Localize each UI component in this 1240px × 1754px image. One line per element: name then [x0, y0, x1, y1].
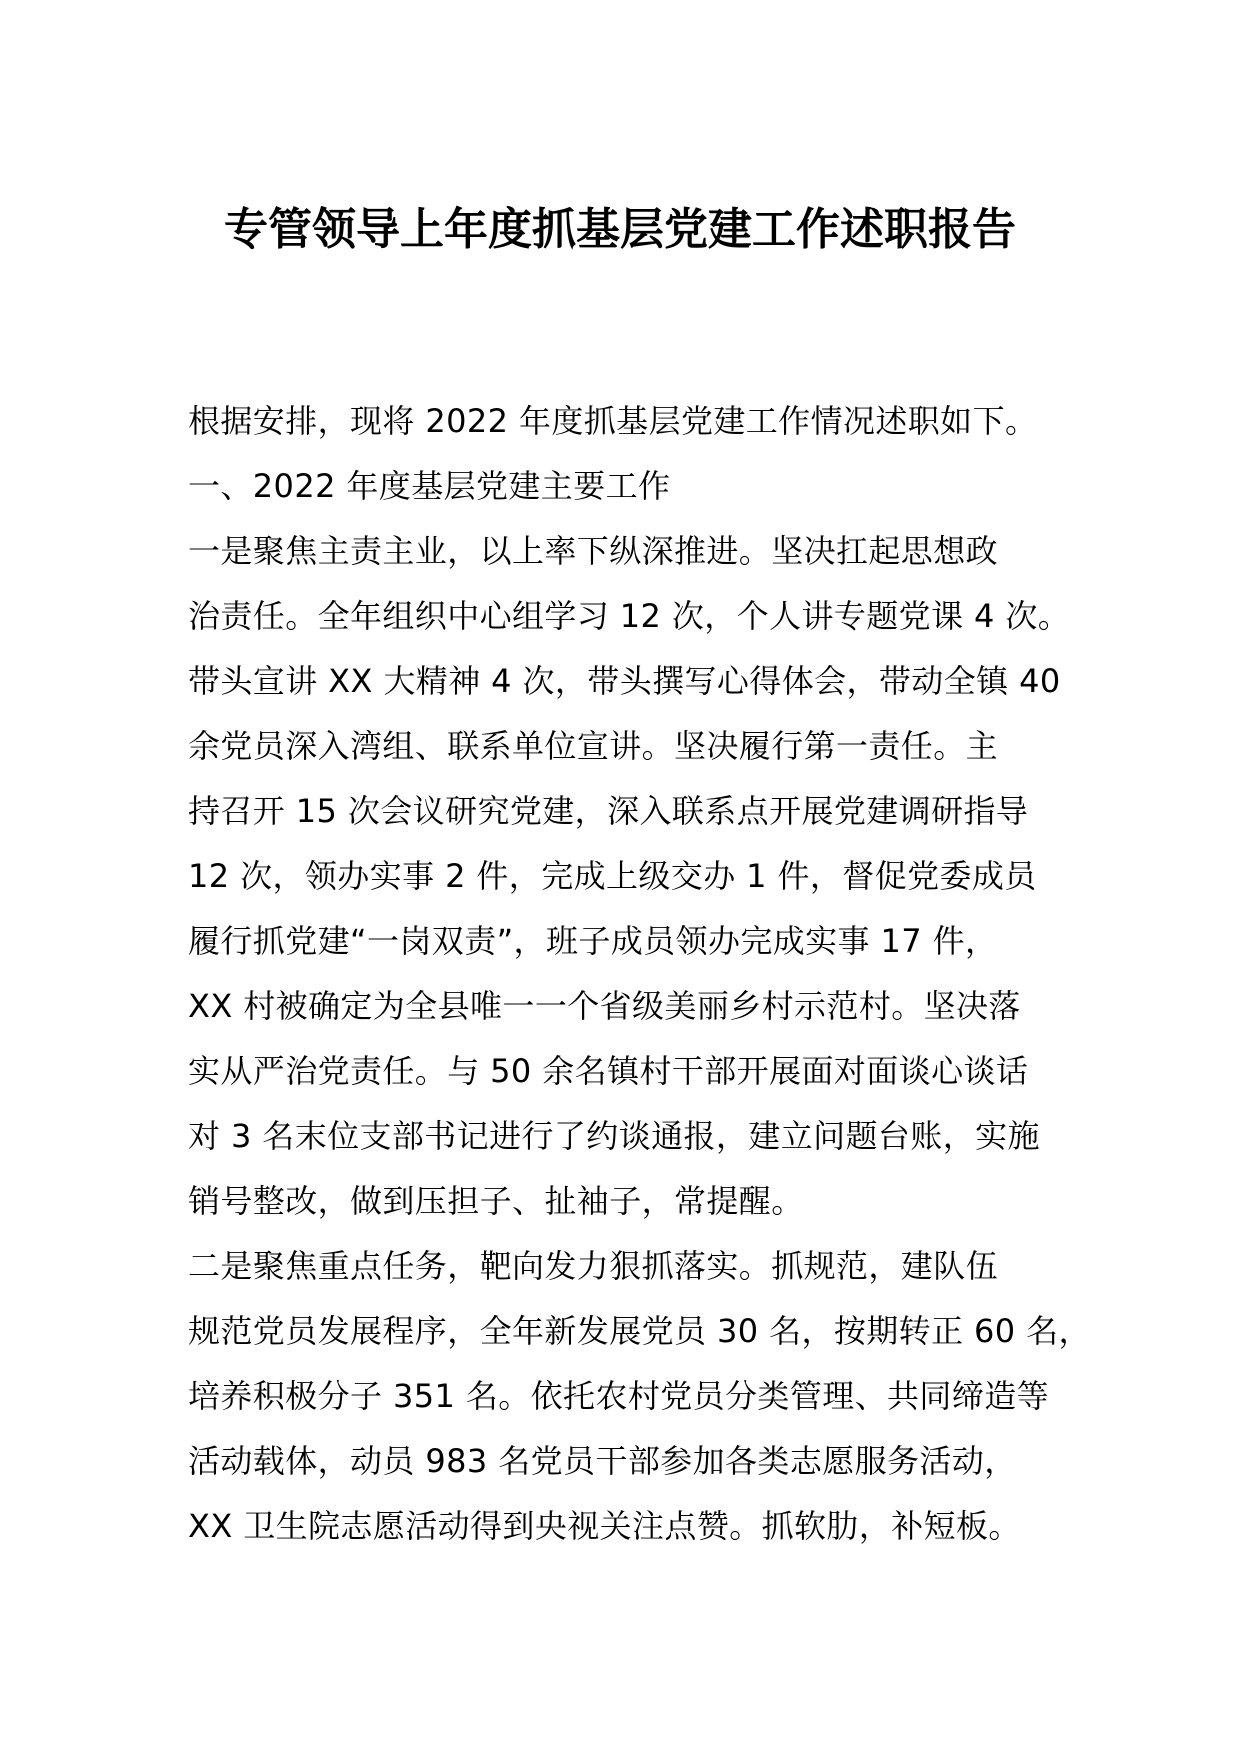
text-line: 规范党员发展程序，全年新发展党员 30 名，按期转正 60 名，	[188, 1312, 1091, 1350]
text-line: 余党员深入湾组、联系单位宣讲。坚决履行第一责任。主	[188, 727, 999, 765]
text-line: 活动载体，动员 983 名党员干部参加各类志愿服务活动，	[188, 1442, 1017, 1480]
text-line: 销号整改，做到压担子、扯袖子，常提醒。	[188, 1182, 804, 1220]
text-line: 治责任。全年组织中心组学习 12 次，个人讲专题党课 4 次。	[188, 597, 1071, 635]
text-line: XX 村被确定为全县唯一一个省级美丽乡村示范村。坚决落	[188, 987, 1021, 1025]
document-body	[188, 389, 1091, 1559]
text-line: XX 卫生院志愿活动得到央视关注点赞。抓软肋，补短板。	[188, 1507, 1021, 1545]
section-heading: 一、2022 年度基层党建主要工作	[188, 467, 671, 505]
text-line: 一是聚焦主责主业，以上率下纵深推进。坚决扛起思想政	[188, 532, 999, 570]
text-line: 12 次，领办实事 2 件，完成上级交办 1 件，督促党委成员	[188, 857, 1037, 895]
text-line: 二是聚焦重点任务，靶向发力狠抓落实。抓规范，建队伍	[188, 1247, 999, 1285]
text-line: 培养积极分子 351 名。依托农村党员分类管理、共同缔造等	[188, 1377, 1050, 1415]
text-line: 持召开 15 次会议研究党建，深入联系点开展党建调研指导	[188, 792, 1029, 830]
text-line: 履行抓党建“一岗双责”，班子成员领办完成实事 17 件，	[188, 922, 998, 960]
text-line: 对 3 名末位支部书记进行了约谈通报，建立问题台账，实施	[188, 1117, 1040, 1155]
text-line: 带头宣讲 XX 大精神 4 次，带头撰写心得体会，带动全镇 40	[188, 662, 1061, 700]
document-title: 专管领导上年度抓基层党建工作述职报告	[224, 204, 1016, 255]
text-line: 实从严治党责任。与 50 余名镇村干部开展面对面谈心谈话	[188, 1052, 1029, 1090]
text-line: 根据安排，现将 2022 年度抓基层党建工作情况述职如下。	[188, 402, 1038, 440]
